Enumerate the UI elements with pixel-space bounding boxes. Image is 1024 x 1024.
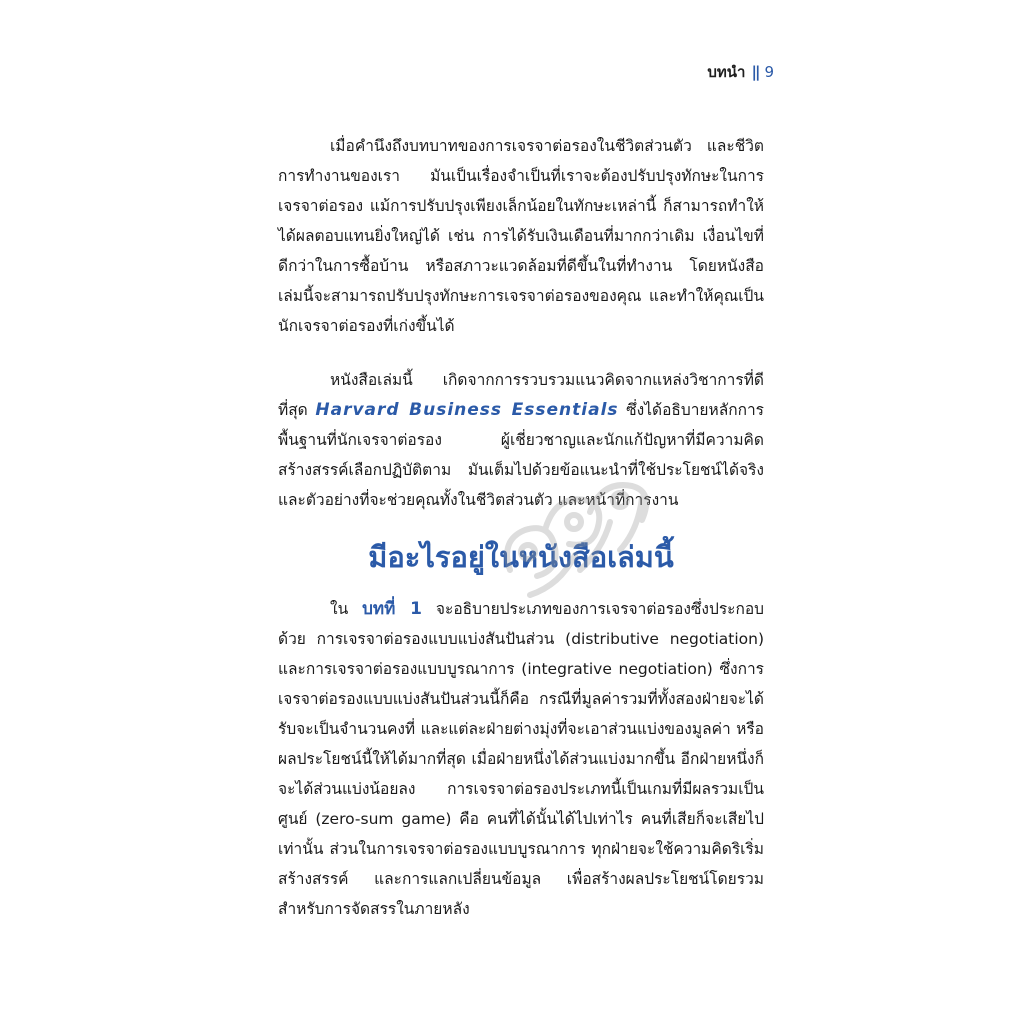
paragraph-text-start: หนังสือเล่มนี้ เกิดจากการรวบรวมแนวคิดจากแหล่งวิชาการที่ดีที่สุด (278, 371, 764, 419)
intro-paragraph-2 (278, 365, 764, 515)
paragraph-lead: ใน (330, 600, 363, 618)
chapter-reference: บทที่ 1 (362, 599, 423, 619)
intro-paragraph-1 (278, 131, 764, 341)
book-series-title: Harvard Business Essentials (315, 400, 619, 420)
paragraph-text-end: ซึ่งได้อธิบายหลักการพื้นฐานที่นักเจรจาต่อรอง ผู้เชี่ยวชาญและนักแก้ปัญหาที่มีความคิดสร้างสรรค์เลือกปฏิบัติตาม มันเต็มไปด้วยข้อแนะนำที่ใช้ประโยชน์ได้จริงและตัวอย่างที่จะช่วยคุณทั้งในชีวิตส่วนตัว และหน้าที่การงาน (278, 401, 764, 509)
paragraph-text (278, 365, 764, 515)
paragraph-text: เมื่อคำนึงถึงบทบาทของการเจรจาต่อรองในชีวิตส่วนตัว และชีวิตการทำงานของเรา มันเป็นเรื่องจำเป็นที่เราจะต้องปรับปรุงทักษะในการเจรจาต่อรอง แม้การปรับปรุงเพียงเล็กน้อยในทักษะเหล่านี้ ก็สามารถทำให้ได้ผลตอบแทนยิ่งใหญ่ได้ เช่น การได้รับเงินเดือนที่มากกว่าเดิม เงื่อนไขที่ดีกว่าในการซื้อบ้าน หรือสภาวะแวดล้อมที่ดีขึ้นในที่ทำงาน โดยหนังสือเล่มนี้จะสามารถปรับปรุงทักษะการเจรจาต่อรองของคุณ และทำให้คุณเป็นนักเจรจาต่อรองที่เก่งขึ้นได้ (278, 137, 764, 335)
page-number: 9 (764, 63, 774, 81)
header-separator: || (751, 63, 759, 81)
running-header (707, 60, 774, 84)
paragraph-text (278, 594, 764, 924)
section-paragraph (278, 594, 764, 924)
paragraph-body: จะอธิบายประเภทของการเจรจาต่อรองซึ่งประกอบด้วย การเจรจาต่อรองแบบแบ่งสันปันส่วน (distributive negotiation) และการเจรจาต่อรองแบบบูรณาการ (integrative negotiation) ซึ่งการเจรจาต่อรองแบบแบ่งสันปันส่วนนี้ก็คือ กรณีที่มูลค่ารวมที่ทั้งสองฝ่ายจะได้รับจะเป็นจำนวนคงที่ และแต่ละฝ่ายต่างมุ่งที่จะเอาส่วนแบ่งของมูลค่า หรือผลประโยชน์นี้ให้ได้มากที่สุด เมื่อฝ่ายหนึ่งได้ส่วนแบ่งมากขึ้น อีกฝ่ายหนึ่งก็จะได้ส่วนแบ่งน้อยลง การเจรจาต่อรองประเภทนี้เป็นเกมที่มีผลรวมเป็นศูนย์ (zero-sum game) คือ คนที่ได้นั้นได้ไปเท่าไร คนที่เสียก็จะเสียไปเท่านั้น ส่วนในการเจรจาต่อรองแบบบูรณาการ ทุกฝ่ายจะใช้ความคิดริเริ่มสร้างสรรค์ และการแลกเปลี่ยนข้อมูล เพื่อสร้างผลประโยชน์โดยรวมสำหรับการจัดสรรในภายหลัง (278, 600, 765, 918)
chapter-label: บทนำ (707, 63, 746, 81)
section-heading: มีอะไรอยู่ในหนังสือเล่มนี้ (368, 540, 674, 574)
